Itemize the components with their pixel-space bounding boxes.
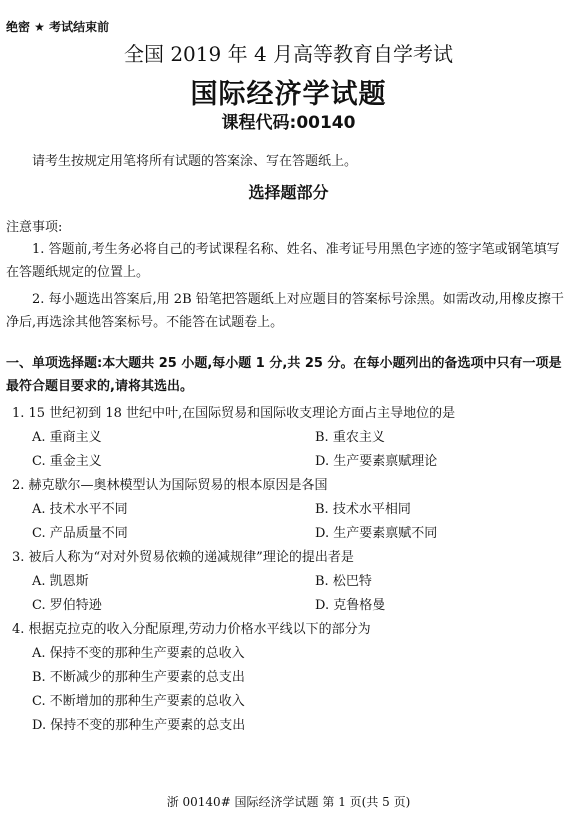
part-title: 选择题部分 [248,183,329,202]
question-2-option-d: D. 生产要素禀赋不同 [315,526,438,541]
question-2-option-a: A. 技术水平不同 [32,502,128,517]
question-1-option-b: B. 重农主义 [315,430,385,445]
question-3-option-b: B. 松巴特 [315,574,372,589]
answer-instruction: 请考生按规定用笔将所有试题的答案涂、写在答题纸上。 [32,154,358,169]
note-item-2: 2. 每小题选出答案后,用 2B 铅笔把答题纸上对应题目的答案标号涂黑。如需改动,用橡皮擦干净后,再选涂其他答案标号。不能答在试题卷上。 [6,292,564,330]
question-4-option-a: A. 保持不变的那种生产要素的总收入 [32,646,245,661]
page-footer: 浙 00140# 国际经济学试题 第 1 页(共 5 页) [166,795,411,809]
question-4-option-c: C. 不断增加的那种生产要素的总收入 [32,694,245,709]
note-item-1: 1. 答题前,考生务必将自己的考试课程名称、姓名、准考证号用黑色字迹的签字笔或钢笔填写在答题纸规定的位置上。 [6,242,560,280]
question-1-option-c: C. 重金主义 [32,454,102,469]
question-4-option-d: D. 保持不变的那种生产要素的总支出 [32,718,246,733]
question-stem-2: 2. 赫克歇尔—奥林模型认为国际贸易的根本原因是各国 [12,478,328,493]
question-3-option-a: A. 凯恩斯 [32,574,89,589]
question-2-option-c: C. 产品质量不同 [32,526,128,541]
confidential-label: 绝密 ★ 考试结束前 [6,20,110,34]
question-1-option-d: D. 生产要素禀赋理论 [315,454,438,469]
question-3-option-c: C. 罗伯特逊 [32,598,102,613]
section-heading: 一、单项选择题:本大题共 25 小题,每小题 1 分,共 25 分。在每小题列出的备选项中只有一项是最符合题目要求的,请将其选出。 [6,356,562,394]
exam-title: 全国 2019 年 4 月高等教育自学考试 [123,42,454,66]
notes-heading: 注意事项: [6,220,63,235]
question-stem-4: 4. 根据克拉克的收入分配原理,劳动力价格水平线以下的部分为 [12,622,371,637]
question-3-option-d: D. 克鲁格曼 [315,598,386,613]
question-2-option-b: B. 技术水平相同 [315,502,411,517]
question-1-option-a: A. 重商主义 [32,430,102,445]
question-stem-3: 3. 被后人称为“对对外贸易依赖的递减规律”理论的提出者是 [12,550,354,565]
question-4-option-b: B. 不断减少的那种生产要素的总支出 [32,670,245,685]
paper-title: 国际经济学试题 [190,79,387,110]
question-stem-1: 1. 15 世纪初到 18 世纪中叶,在国际贸易和国际收支理论方面占主导地位的是 [12,406,456,421]
course-code: 课程代码:00140 [221,113,356,133]
